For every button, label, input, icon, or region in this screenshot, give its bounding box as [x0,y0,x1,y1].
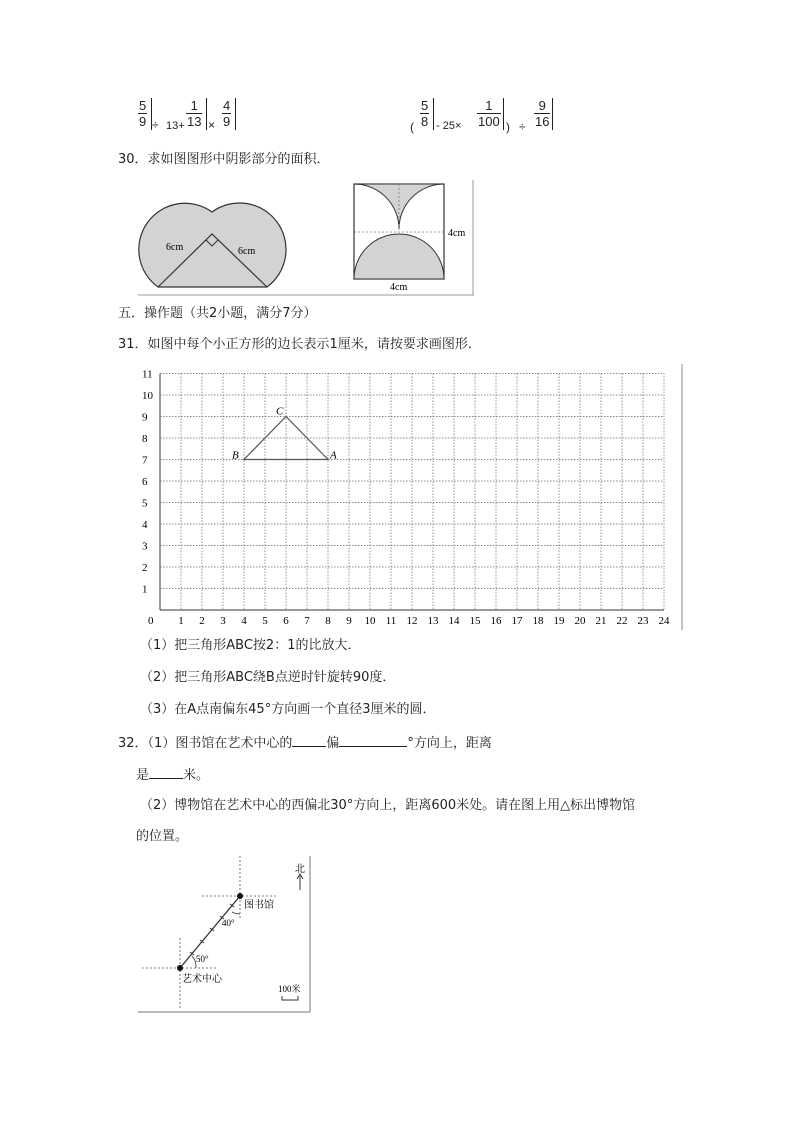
answer-blank[interactable] [339,734,407,747]
x-axis-labels [178,615,670,627]
label-4cm-side: 4cm [448,228,466,239]
north-label: 北 [295,864,305,875]
angle-40-label: 40° [222,918,235,928]
x-tick-label: 5 [262,615,268,627]
q31-sub2: （2）把三角形ABC绕B点逆时针旋转90度． [140,670,396,685]
q31-sub1: （1）把三角形ABC按2：1的比放大． [140,638,361,653]
q32-line1: 32．（1）图书馆在艺术中心的 偏 °方向上，距离 [118,736,492,751]
label-6cm-right: 6cm [238,246,256,257]
angle-50-label: 50° [196,954,209,964]
abs-bar [503,98,504,130]
x-tick-label: 20 [574,615,586,627]
x-tick-label: 15 [469,615,481,627]
fraction: $\frac{5}{8}$ [421,98,429,129]
vertex-label-b: B [232,449,239,462]
x-tick-label: 10 [364,615,376,627]
abs-bar [235,98,236,130]
y-tick-label: 0 [148,615,154,627]
x-tick-label: 12 [406,615,418,627]
y-tick-label: 11 [142,368,153,381]
section-title: 五．操作题（共2小题，满分7分） [118,306,317,321]
x-tick-label: 21 [595,615,607,627]
q32-line2: 是 米。 [136,768,210,783]
x-tick-label: 4 [241,615,247,627]
fraction: $\frac{1}{13}$ [187,98,202,129]
art-center-point [177,965,183,971]
y-tick-label: 1 [142,583,148,596]
y-tick-label: 5 [142,497,148,510]
abs-bar [552,98,553,130]
library-label: 图书馆 [244,900,274,911]
x-tick-label: 23 [637,615,649,627]
x-tick-label: 8 [325,615,331,627]
x-tick-label: 7 [304,615,310,627]
paren: ) [506,120,510,134]
x-tick-label: 2 [199,615,205,627]
question-30: 30．求如图图形中阴影部分的面积． [118,152,330,167]
x-tick-label: 9 [346,615,352,627]
fraction: $\frac{9}{16}$ [535,98,550,129]
paren: ( [410,120,414,134]
fraction: $\frac{4}{9}$ [223,98,231,129]
y-tick-label: 6 [142,476,148,488]
question-31: 31．如图中每个小正方形的边长表示1厘米，请按要求画图形． [118,337,481,352]
abs-bar [206,98,207,130]
label-4cm-bottom: 4cm [390,282,408,293]
q30-figures [138,180,474,296]
x-tick-label: 1 [178,615,184,627]
coordinate-grid [138,362,684,632]
direction-map [138,856,314,1016]
y-tick-label: 10 [142,390,153,402]
y-tick-label: 2 [142,562,148,574]
divide-sign: ÷ [519,120,526,134]
fraction: $\frac{5}{9}$ [139,98,147,129]
y-tick-label: 7 [142,454,148,467]
abs-bar [433,98,434,130]
q31-sub3: （3）在A点南偏东45°方向画一个直径3厘米的圆． [140,702,436,717]
y-tick-label: 4 [142,519,148,531]
label-6cm-left: 6cm [166,242,184,253]
vertex-label-a: A [330,449,337,462]
y-tick-label: 9 [142,411,148,424]
library-point [237,893,243,899]
vertex-label-c: C [276,405,284,418]
scale-label: 100米 [278,984,301,994]
x-tick-label: 6 [283,615,289,627]
x-tick-label: 17 [511,615,523,627]
divide-sign: ÷ [152,118,159,132]
answer-blank[interactable] [292,734,326,747]
q32-part2-cont: 的位置。 [136,829,189,844]
scale-bar [282,996,298,1000]
times-sign: × [208,118,216,132]
answer-blank[interactable] [149,766,183,779]
expr-term: 13+ [166,120,185,132]
y-tick-label: 8 [142,433,148,445]
x-tick-label: 18 [532,615,544,627]
fraction: $\frac{1}{100}$ [478,98,500,129]
x-tick-label: 11 [385,615,397,627]
x-tick-label: 19 [553,615,565,627]
expr-term: - 25× [436,120,462,132]
x-tick-label: 3 [220,615,226,627]
grid-lines [160,364,682,630]
art-center-label: 艺术中心 [182,974,222,985]
x-tick-label: 14 [448,615,460,627]
x-tick-label: 22 [616,615,628,627]
x-tick-label: 13 [427,615,439,627]
y-tick-label: 3 [142,540,148,553]
q32-part2: （2）博物馆在艺术中心的西偏北30°方向上，距离600米处。请在图上用△标出博物馆 [140,798,636,813]
x-tick-label: 16 [490,615,502,627]
right-figure [354,180,473,295]
y-axis-labels [142,369,154,628]
x-tick-label: 24 [658,615,670,627]
